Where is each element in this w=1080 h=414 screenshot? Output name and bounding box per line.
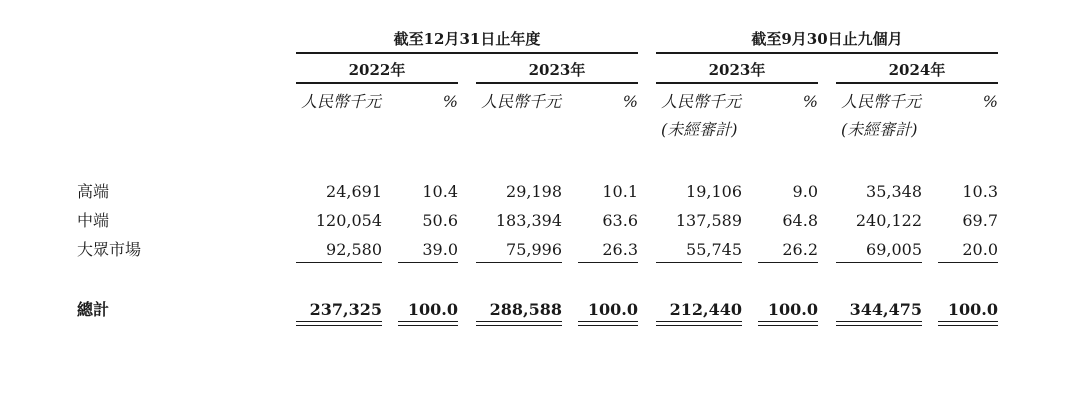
header-group-annual-rule	[296, 52, 638, 54]
table-cell: 19,106	[686, 182, 742, 201]
unit-header: 人民幣千元	[481, 92, 562, 111]
header-group-nine-months: 截至9月30日止九個月	[751, 30, 903, 48]
subtotal-rule	[938, 262, 998, 263]
subtotal-rule	[578, 262, 638, 263]
subtotal-rule	[656, 262, 742, 263]
header-group-annual: 截至12月31日止年度	[393, 30, 541, 48]
total-double-rule	[398, 321, 458, 322]
unaudited-note: (未經審計)	[841, 120, 918, 139]
subtotal-rule	[296, 262, 382, 263]
year-rule-2023	[476, 82, 638, 84]
total-cell: 100.0	[767, 300, 818, 319]
total-cell: 237,325	[309, 300, 382, 319]
total-cell: 100.0	[407, 300, 458, 319]
table-cell: 120,054	[315, 211, 382, 230]
total-cell: 212,440	[669, 300, 742, 319]
table-cell: 75,996	[506, 240, 562, 259]
table-cell: 9.0	[792, 182, 818, 201]
total-double-rule	[656, 321, 742, 322]
total-double-rule	[836, 321, 922, 322]
year-rule-2024-nine-months	[836, 82, 998, 84]
total-cell: 288,588	[489, 300, 562, 319]
total-double-rule	[758, 321, 818, 322]
year-header-2022: 2022年	[348, 61, 406, 79]
table-cell: 35,348	[866, 182, 922, 201]
row-label-mass-market: 大眾市場	[77, 240, 142, 259]
table-cell: 183,394	[495, 211, 562, 230]
subtotal-rule	[476, 262, 562, 263]
table-cell: 69.7	[962, 211, 998, 230]
year-rule-2022	[296, 82, 458, 84]
row-label-total: 總計	[77, 300, 110, 319]
table-cell: 240,122	[855, 211, 922, 230]
table-cell: 10.1	[602, 182, 638, 201]
year-header-2023: 2023年	[528, 61, 586, 79]
percent-header: %	[622, 92, 638, 111]
year-rule-2023-nine-months	[656, 82, 818, 84]
table-cell: 20.0	[962, 240, 998, 259]
table-cell: 26.3	[602, 240, 638, 259]
percent-header: %	[802, 92, 818, 111]
total-cell: 344,475	[849, 300, 922, 319]
unit-header: 人民幣千元	[661, 92, 742, 111]
subtotal-rule	[836, 262, 922, 263]
table-cell: 92,580	[326, 240, 382, 259]
unit-header: 人民幣千元	[301, 92, 382, 111]
percent-header: %	[982, 92, 998, 111]
total-double-rule	[938, 321, 998, 322]
table-cell: 39.0	[422, 240, 458, 259]
unit-header: 人民幣千元	[841, 92, 922, 111]
table-cell: 10.3	[962, 182, 998, 201]
total-double-rule	[578, 321, 638, 322]
subtotal-rule	[758, 262, 818, 263]
table-cell: 50.6	[422, 211, 458, 230]
table-cell: 26.2	[782, 240, 818, 259]
table-cell: 137,589	[675, 211, 742, 230]
total-double-rule	[296, 321, 382, 322]
header-group-nine-months-rule	[656, 52, 998, 54]
table-cell: 63.6	[602, 211, 638, 230]
table-cell: 24,691	[326, 182, 382, 201]
table-cell: 29,198	[506, 182, 562, 201]
subtotal-rule	[398, 262, 458, 263]
row-label-mid-range: 中端	[77, 211, 110, 230]
table-cell: 64.8	[782, 211, 818, 230]
unaudited-note: (未經審計)	[661, 120, 738, 139]
total-double-rule	[476, 321, 562, 322]
table-cell: 10.4	[422, 182, 458, 201]
table-cell: 69,005	[866, 240, 922, 259]
row-label-high-end: 高端	[77, 182, 110, 201]
year-header-2024-nine-months: 2024年	[888, 61, 946, 79]
percent-header: %	[442, 92, 458, 111]
year-header-2023-nine-months: 2023年	[708, 61, 766, 79]
table-cell: 55,745	[686, 240, 742, 259]
total-cell: 100.0	[587, 300, 638, 319]
total-cell: 100.0	[947, 300, 998, 319]
